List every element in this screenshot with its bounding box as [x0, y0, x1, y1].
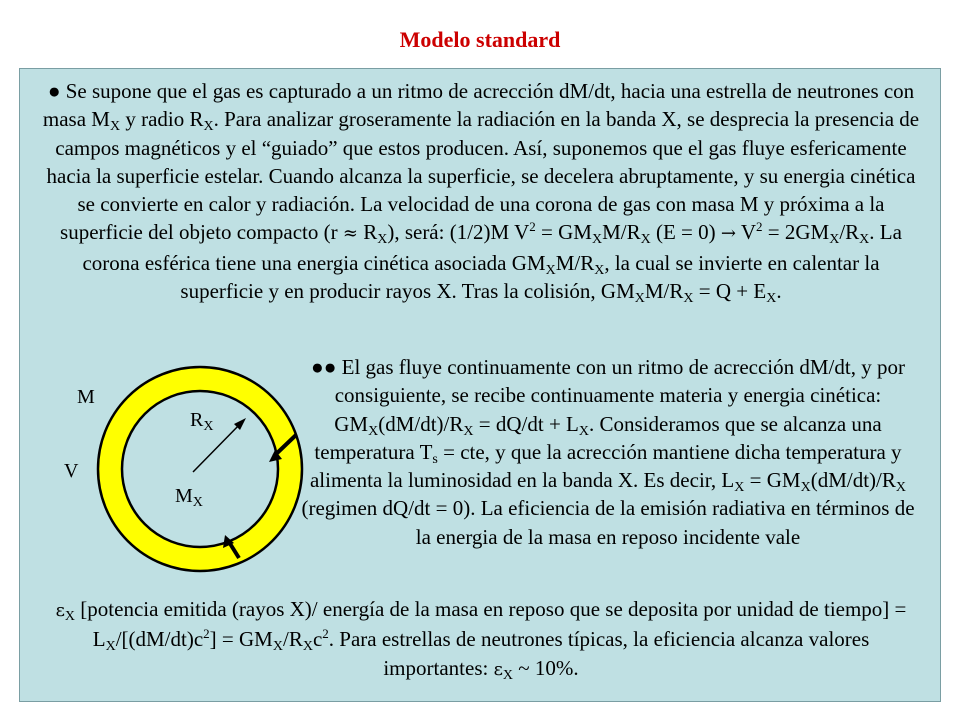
accretion-diagram: [20, 69, 320, 589]
paragraph-continuous-flow: ●● El gas fluye continuamente con un ritmo de acrección dM/dt, y por consiguiente, se recibe continuamente materia y energia cinética: $GM_X(dM/dt)/R_X = dQ/dt + L_X$. Consideramos que se alcanza una temperatura $T_s$ = cte, y que la acrección mantiene dicha temperatura y alimenta la luminosidad en la banda X. Es decir, $L_X = GM_X(dM/dt)/R_X$ (regimen dQ/dt = 0). La eficiencia de la emisión radiativa en términos de la energia de la masa en reposo incidente vale: [301, 355, 915, 549]
paragraph-efficiency: $\varepsilon_X$ [potencia emitida (rayos X)/ energía de la masa en reposo que se deposita por unidad de tiempo] = $L_X/[(dM/dt)c^2] = GM_X/R_Xc^2$. Para estrellas de neutrones típicas, la eficiencia alcanza valores importantes: $\varepsilon_X$ ~ 10%.: [55, 597, 907, 683]
label-V: V: [64, 460, 79, 482]
page-title: Modelo standard: [399, 27, 561, 52]
label-M: M: [77, 386, 95, 408]
label-Mx: $M_X$: [175, 485, 203, 510]
label-Rx: $R_X$: [190, 409, 214, 434]
paragraph-standard-model: ● Se supone que el gas es capturado a un ritmo de acrección dM/dt, hacia una estrella de neutrones con masa $M_X$ y radio $R_X$. Para analizar groseramente la radiación en la banda X, se desprecia la presencia de campos magnéticos y el “guiado” que estos producen. Así, suponemos que el gas fluye esfericamente hacia la superficie estelar. Cuando alcanza la superficie, se decelera abruptamente, y su energia cinética se convierte en calor y radiación. La velocidad de una corona de gas con masa M y próxima a la superficie del objeto compacto $(r \approx R_X)$, será: (1/2)M $V^2 = GM_XM/R_X$ $(E = 0) \to V^2 = 2GM_X/R_X$. La corona esférica tiene una energia cinética asociada $GM_XM/R_X$, la cual se invierte en calentar la superficie y en producir rayos X. Tras la colisión, $GM_XM/R_X = Q + E_X$.: [42, 79, 920, 307]
content-panel: [19, 68, 941, 702]
